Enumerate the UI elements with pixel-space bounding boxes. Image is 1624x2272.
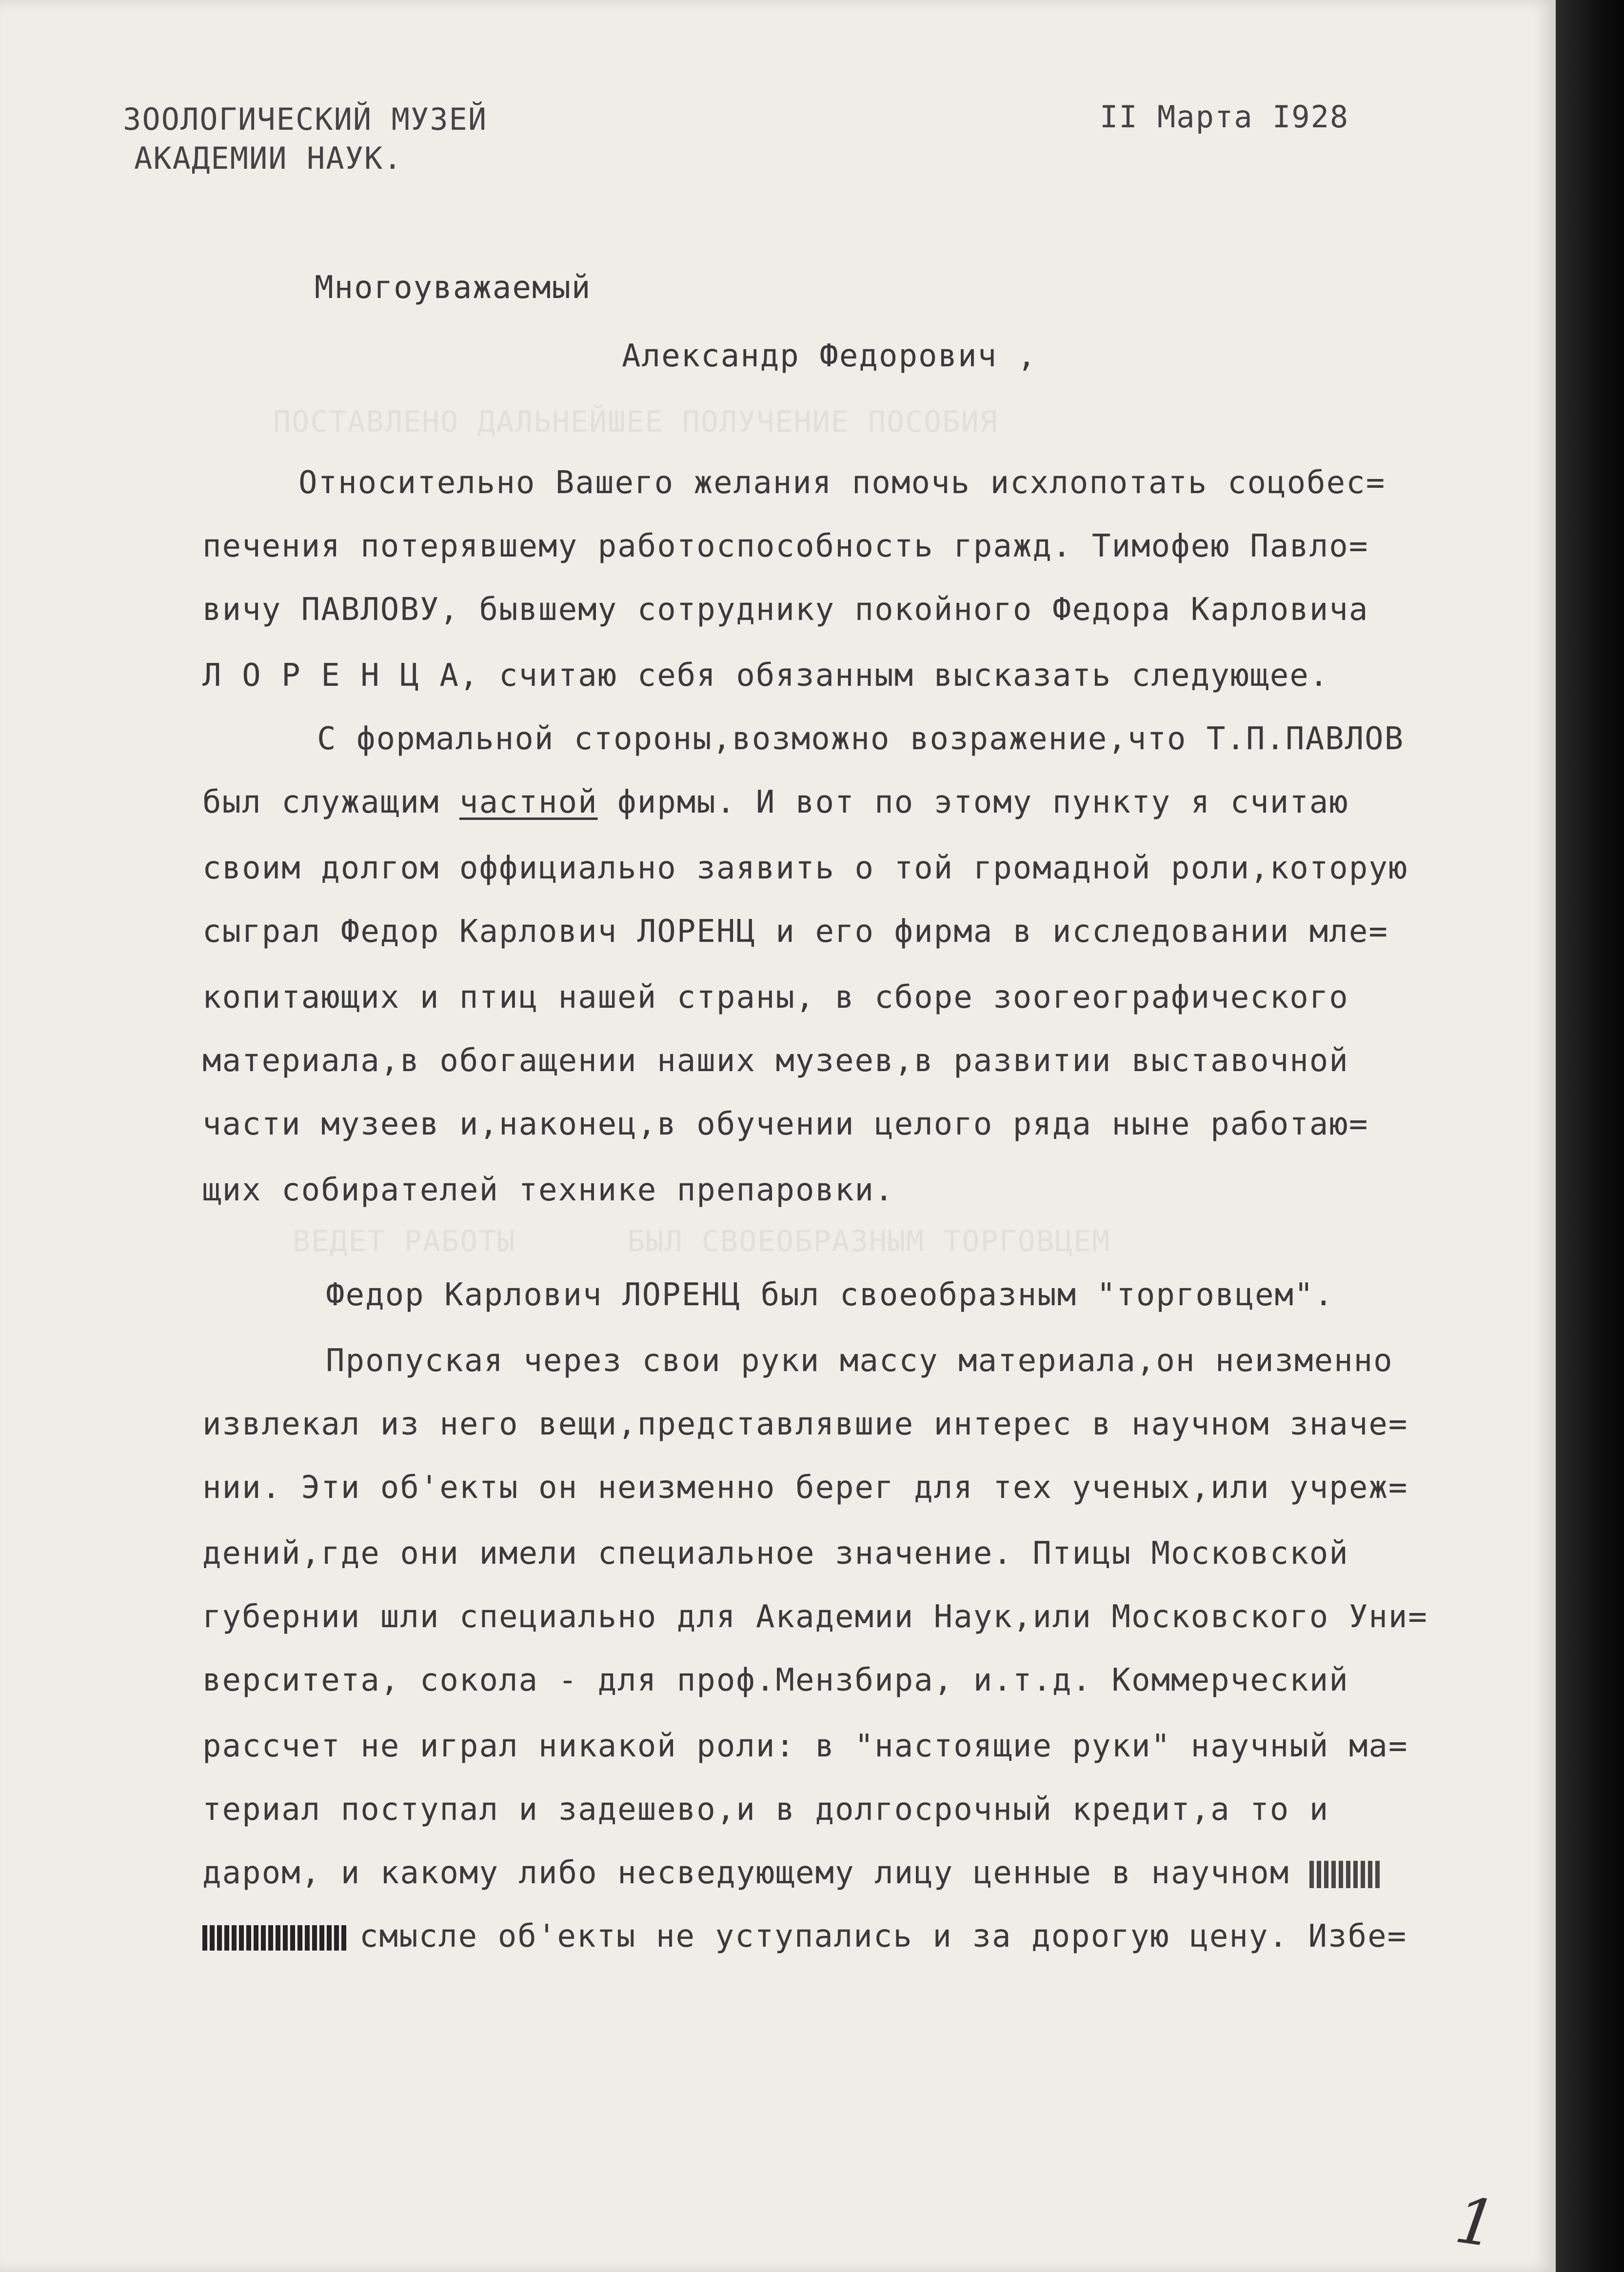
salutation-line1: Многоуважаемый bbox=[315, 270, 592, 306]
body-line-21: териал поступал и задешево,и в долгосрочный кредит,а то и bbox=[202, 1792, 1329, 1828]
body-line-18: губернии шли специально для Академии Наук,или Московского Уни= bbox=[202, 1599, 1428, 1635]
body-line-4: Л О Р Е Н Ц А, считаю себя обязанным высказать следующее. bbox=[202, 658, 1329, 694]
body-line-5: С формальной стороны,возможно возражение,что Т.П.ПАВЛОВ bbox=[317, 721, 1405, 757]
body-line-14: Пропуская через свои руки массу материала,он неизменно bbox=[326, 1343, 1393, 1379]
body-line-17: дений,где они имели специальное значение. Птицы Московской bbox=[202, 1535, 1349, 1572]
body-line-1: Относительно Вашего желания помочь исхлопотать соцобес= bbox=[298, 465, 1386, 501]
body-line-8: сыграл Федор Карлович ЛОРЕНЦ и его фирма в исследовании мле= bbox=[202, 914, 1388, 950]
salutation-addressee: Александр Федорович , bbox=[622, 338, 1037, 374]
typed-strikeout-block bbox=[202, 1925, 349, 1951]
institution-name-line1: ЗООЛОГИЧЕСКИЙ МУЗЕЙ bbox=[123, 101, 488, 137]
body-line-16: нии. Эти об'екты он неизменно берег для тех ученых,или учреж= bbox=[202, 1470, 1408, 1506]
scan-background-edge bbox=[1556, 0, 1624, 2272]
typed-strikeout-mark bbox=[1309, 1861, 1383, 1888]
body-line-9: копитающих и птиц нашей страны, в сборе зоогеографического bbox=[202, 979, 1349, 1016]
body-line-2: печения потерявшему работоспособность гражд. Тимофею Павло= bbox=[202, 528, 1369, 564]
body-line-23 bbox=[202, 1917, 1407, 1956]
body-line-15: извлекал из него вещи,представлявшие интерес в научном значе= bbox=[202, 1406, 1408, 1442]
body-line-20: рассчет не играл никакой роли: в "настоящие руки" научный ма= bbox=[202, 1728, 1408, 1764]
body-line-22-text: даром, и какому либо несведующему лицу ценные в научном bbox=[202, 1855, 1309, 1891]
body-line-23-text: смысле об'екты не уступались и за дорогую цену. Избе= bbox=[359, 1918, 1407, 1954]
body-line-22 bbox=[202, 1853, 1383, 1893]
body-line-19: верситета, сокола - для проф.Мензбира, и.т.д. Коммерческий bbox=[202, 1662, 1349, 1698]
letter-date: II Марта I928 bbox=[1100, 99, 1349, 135]
body-line-7: своим долгом оффициально заявить о той громадной роли,которую bbox=[202, 850, 1408, 886]
body-line-10: материала,в обогащении наших музеев,в развитии выставочной bbox=[202, 1043, 1349, 1079]
body-line-13: Федор Карлович ЛОРЕНЦ был своеобразным "торговцем". bbox=[326, 1277, 1334, 1313]
body-line-6-start: был служащим bbox=[202, 784, 459, 820]
letter-page: ПОСТАВЛЕНО ДАЛЬНЕЙШЕЕ ПОЛУЧЕНИЕ ПОСОБИЯ ВЕДЕТ РАБОТЫ БЫЛ СВОЕОБРАЗНЫМ ТОРГОВЦЕМ ЗООЛОГИЧЕСКИЙ МУЗЕЙ АКАДЕМИИ НАУК. II Марта I928 Многоуважаемый Александр Федорович , Относительно Вашего желания помочь исхлопотать соцобес= печения потерявшему работоспособность гражд. Тимофею Павло= вичу ПАВЛОВУ, бывшему сотруднику покойного Федора Карловича Л О Р Е Н Ц А, считаю себя обязанным высказать следующее. С формальной стороны,возможно возражение,что Т.П.ПАВЛОВ был служащим частной фирмы. И вот по этому пункту я считаю своим долгом оффициально заявить о той громадной роли,которую сыграл Федор Карлович ЛОРЕНЦ и его фирма в исследовании мле= копитающих и птиц нашей страны, в сборе зоогеографического материала,в обогащении наших музеев,в развитии выставочной части музеев и,наконец,в обучении целого ряда ныне работаю= щих собирателей технике препаровки. Федор Карлович ЛОРЕНЦ был своеобразным "торговцем". Пропуская через свои руки массу материала,он неизменно извлекал из него вещи,представлявшие интерес в научном значе= нии. Эти об'екты он неизменно берег для тех ученых,или учреж= дений,где они имели специальное значение. Птицы Московской губернии шли специально для Академии Наук,или Московского Уни= верситета, сокола - для проф.Мензбира, и.т.д. Коммерческий рассчет не играл никакой роли: в "настоящие руки" научный ма= териал поступал и задешево,и в долгосрочный кредит,а то и даром, и какому либо несведующему лицу ценные в научном смысле об'екты не уступались и за дорогую цену. Избе= 1 bbox=[0, 0, 1556, 2272]
handwritten-page-number: 1 bbox=[1450, 2182, 1501, 2262]
body-line-3: вичу ПАВЛОВУ, бывшему сотруднику покойного Федора Карловича bbox=[202, 592, 1369, 628]
body-line-6 bbox=[202, 783, 1349, 822]
underlined-word-private: частной bbox=[459, 784, 598, 820]
institution-name-line2: АКАДЕМИИ НАУК. bbox=[134, 140, 403, 176]
body-line-11: части музеев и,наконец,в обучении целого ряда ныне работаю= bbox=[202, 1106, 1369, 1142]
body-line-12: щих собирателей технике препаровки. bbox=[202, 1172, 894, 1208]
body-line-6-end: фирмы. И вот по этому пункту я считаю bbox=[597, 784, 1349, 820]
